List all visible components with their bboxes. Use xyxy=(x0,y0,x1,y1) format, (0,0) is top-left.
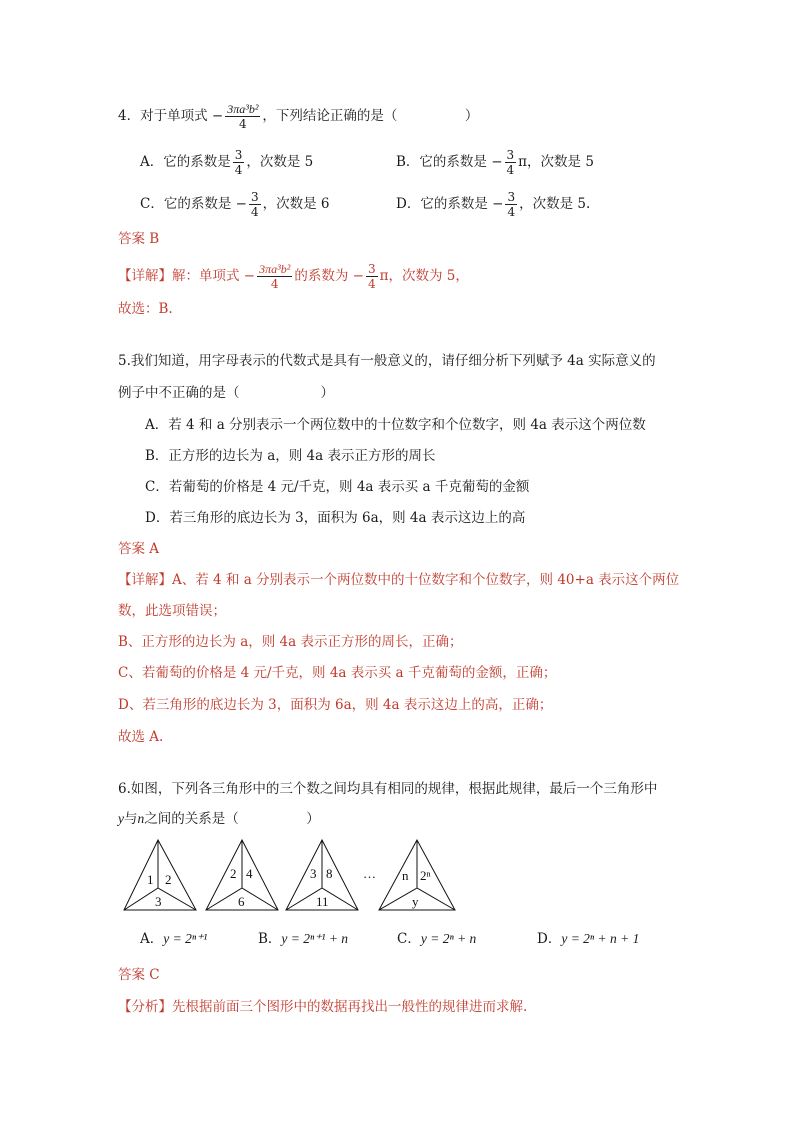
q5-detail-c: C、若葡萄的价格是 4 元/千克，则 4a 表示买 a 千克葡萄的金额，正确； xyxy=(118,665,557,681)
q6-analysis: 【分析】先根据前面三个图形中的数据再找出一般性的规律进而求解. xyxy=(118,999,528,1015)
triangle-2-bottom: 6 xyxy=(238,894,245,909)
triangle-4-bottom: y xyxy=(412,894,419,909)
q4-detail-pre: 【详解】解：单项式 − xyxy=(118,268,256,284)
q6-var-y: y xyxy=(118,811,124,826)
triangle-2-right: 4 xyxy=(246,866,253,881)
q4-frac-den: 4 xyxy=(238,117,247,131)
q4-option-b-pre: B．它的系数是 − xyxy=(396,154,503,170)
q6-option-d-label: D． xyxy=(537,931,562,947)
q4-option-b-num: 3 xyxy=(506,148,515,162)
q4-detail-mid: 的系数为 − xyxy=(294,268,364,284)
q6-stem-line1: 6.如图，下列各三角形中的三个数之间均具有相同的规律，根据此规律，最后一个三角形中 xyxy=(118,781,658,797)
q4-option-c-den: 4 xyxy=(250,205,259,219)
q4-option-d-den: 4 xyxy=(507,205,516,219)
q5-detail-line2: 数，此选项错误； xyxy=(118,603,226,619)
q5-option-a: A．若 4 和 a 分别表示一个两位数中的十位数字和个位数字，则 4a 表示这个两位数 xyxy=(145,417,646,433)
q4-option-b-den: 4 xyxy=(506,163,515,177)
q4-detail-num2: 3 xyxy=(367,262,376,276)
triangle-4 xyxy=(379,840,455,910)
q4-option-d-frac xyxy=(505,190,517,219)
q6-option-c xyxy=(397,930,476,948)
q6-option-b xyxy=(258,930,348,948)
q4-conclusion: 故选：B. xyxy=(118,301,173,317)
q6-answer: 答案 C xyxy=(118,967,160,983)
q4-option-a-frac xyxy=(233,148,245,177)
q4-detail-den: 4 xyxy=(270,277,279,291)
q4-option-a-num: 3 xyxy=(234,148,243,162)
q4-detail-post: π，次数为 5， xyxy=(379,268,469,284)
q5-option-c: C．若葡萄的价格是 4 元/千克，则 4a 表示买 a 千克葡萄的金额 xyxy=(145,479,530,495)
q4-option-c-pre: C．它的系数是 − xyxy=(140,196,247,212)
q5-detail-b: B、正方形的边长为 a，则 4a 表示正方形的周长，正确； xyxy=(118,634,463,650)
q4-option-d-num: 3 xyxy=(507,190,516,204)
triangle-1 xyxy=(124,840,196,910)
triangle-4-left: n xyxy=(402,868,409,883)
q6-option-b-expr: y = 2ⁿ⁺¹ + n xyxy=(281,931,349,946)
q6-stem-line2 xyxy=(118,810,320,828)
triangle-3-right: 8 xyxy=(326,866,333,881)
q5-answer: 答案 A xyxy=(118,541,160,557)
q4-frac-num: 3πa³b² xyxy=(227,102,259,116)
q4-stem-pre: 4．对于单项式 − xyxy=(118,108,224,124)
q4-option-a-post: ，次数是 5 xyxy=(246,154,314,170)
q6-option-a xyxy=(140,930,207,948)
q6-option-d xyxy=(537,930,639,948)
q4-stem-post: ，下列结论正确的是（ ） xyxy=(262,108,479,124)
q4-detail-num: 3πa³b² xyxy=(259,262,291,276)
q5-detail-line1: 【详解】A、若 4 和 a 分别表示一个两位数中的十位数字和个位数字，则 40+a 表示这个两位 xyxy=(118,572,680,588)
q4-option-a-den: 4 xyxy=(234,163,243,177)
q4-answer: 答案 B xyxy=(118,231,160,247)
q4-option-c-frac xyxy=(249,190,261,219)
q5-stem-line2: 例子中不正确的是（ ） xyxy=(118,385,334,401)
q4-detail-frac2 xyxy=(366,262,378,291)
q4-option-d-pre: D．它的系数是 − xyxy=(396,196,504,212)
q4-option-b xyxy=(396,148,594,177)
triangle-1-left: 1 xyxy=(147,872,154,887)
q4-option-d-post: ，次数是 5. xyxy=(519,196,591,212)
q5-stem-line1: 5.我们知道，用字母表示的代数式是具有一般意义的，请仔细分析下列赋予 4a 实际意义的 xyxy=(118,353,656,369)
triangle-4-right: 2ⁿ xyxy=(420,868,431,883)
q6-option-a-label: A． xyxy=(140,931,164,947)
q4-detail-frac xyxy=(257,262,292,291)
q5-option-b: B．正方形的边长为 a，则 4a 表示正方形的周长 xyxy=(145,448,436,464)
q6-option-c-label: C． xyxy=(397,931,421,947)
q4-option-b-post: π，次数是 5 xyxy=(518,154,594,170)
q5-option-d: D．若三角形的底边长为 3，面积为 6a，则 4a 表示这边上的高 xyxy=(145,510,526,526)
q6-option-c-expr: y = 2ⁿ + n xyxy=(420,931,477,946)
q4-option-a-pre: A．它的系数是 xyxy=(140,154,231,170)
q4-option-c xyxy=(140,190,329,219)
q6-option-d-expr: y = 2ⁿ + n + 1 xyxy=(561,931,640,946)
q6-var-n: n xyxy=(137,811,145,826)
triangle-ellipsis: … xyxy=(363,866,376,881)
triangle-3-bottom: 11 xyxy=(316,894,329,909)
q4-stem xyxy=(118,102,478,131)
q4-option-d xyxy=(396,190,590,219)
q4-option-a xyxy=(140,148,313,177)
q6-triangle-figure xyxy=(120,838,465,914)
triangle-2-left: 2 xyxy=(230,866,237,881)
triangle-3 xyxy=(286,840,358,910)
q4-option-b-frac xyxy=(505,148,517,177)
q6-stem-mid: 与 xyxy=(124,811,138,827)
triangle-1-right: 2 xyxy=(165,872,172,887)
q4-option-c-num: 3 xyxy=(250,190,259,204)
triangle-3-left: 3 xyxy=(310,866,317,881)
q4-option-c-post: ，次数是 6 xyxy=(262,196,330,212)
q6-stem-post: 之间的关系是（ ） xyxy=(144,811,320,827)
q4-detail-den2: 4 xyxy=(367,277,376,291)
q5-conclusion: 故选 A. xyxy=(118,729,164,745)
q5-detail-d: D、若三角形的底边长为 3，面积为 6a，则 4a 表示这边上的高，正确； xyxy=(118,697,553,713)
q4-fraction xyxy=(225,102,260,131)
triangle-1-bottom: 3 xyxy=(155,894,162,909)
triangle-2 xyxy=(206,840,278,910)
q4-detail xyxy=(118,262,469,291)
q6-option-b-label: B． xyxy=(258,931,282,947)
q6-option-a-expr: y = 2ⁿ⁺¹ xyxy=(163,931,208,946)
